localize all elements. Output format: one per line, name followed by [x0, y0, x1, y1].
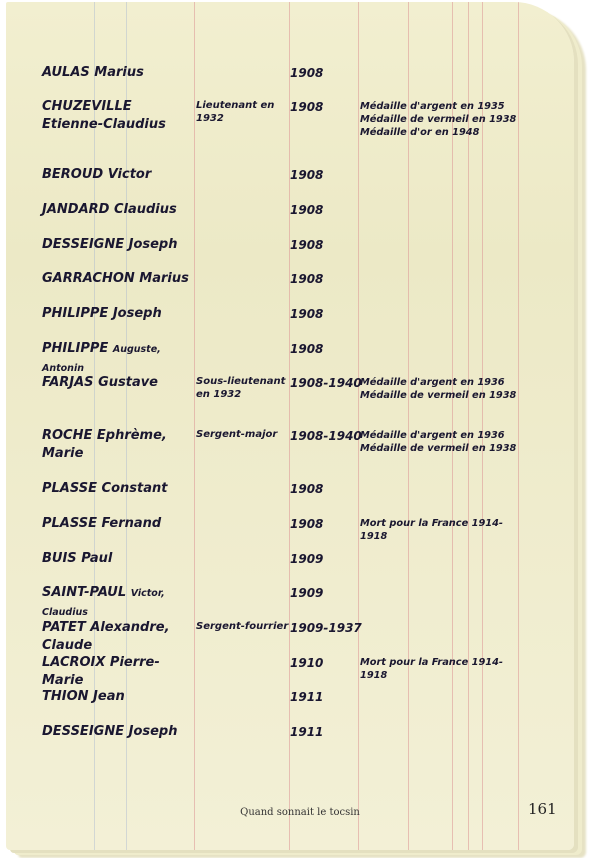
entry-name — [42, 654, 194, 690]
entry-rank: Lieutenant en 1932 — [196, 100, 275, 124]
entry-surname: SAINT-PAUL — [42, 585, 127, 600]
entry-surname: BUIS Paul — [42, 551, 113, 566]
entry-surname: CHUZEVILLE Etienne-Claudius — [42, 99, 166, 132]
entry-year: 1908 — [290, 517, 324, 531]
entry-given-names: Auguste, Antonin — [42, 344, 161, 374]
entry-name — [42, 270, 194, 288]
entry-rank: Sous-lieutenant en 1932 — [196, 376, 286, 400]
entry-name — [42, 236, 194, 254]
entry-year: 1908 — [290, 66, 324, 80]
entry-year: 1908 — [290, 238, 324, 252]
entry-name — [42, 688, 194, 706]
entry-notes — [360, 656, 520, 682]
red-rule-line — [358, 2, 359, 850]
entry-notes — [360, 376, 520, 402]
entry-surname: ROCHE Ephrème, Marie — [42, 428, 167, 461]
entry-surname: BEROUD Victor — [42, 167, 152, 182]
entry-note: Médaille d'argent en 1936 — [360, 430, 505, 441]
entry-year: 1908 — [290, 272, 324, 286]
entry-year: 1908-1940 — [290, 376, 362, 390]
entry-surname: FARJAS Gustave — [42, 375, 159, 390]
entry-note: Médaille d'argent en 1936 — [360, 377, 505, 388]
entry-year: 1908 — [290, 482, 324, 496]
entry-surname: PLASSE Constant — [42, 481, 168, 496]
entry-year: 1908 — [290, 307, 324, 321]
entry-year: 1908 — [290, 100, 324, 114]
entry-notes — [360, 429, 520, 455]
entry-year: 1908 — [290, 342, 324, 356]
entry-note: Médaille de vermeil en 1938 — [360, 443, 517, 454]
entry-notes — [360, 517, 520, 543]
entry-name — [42, 98, 194, 134]
entry-surname: PATET Alexandre, Claude — [42, 620, 170, 653]
entry-surname: PHILIPPE Joseph — [42, 306, 162, 321]
entry-year: 1908 — [290, 168, 324, 182]
entry-notes — [360, 100, 520, 139]
entry-name — [42, 340, 194, 378]
entry-name — [42, 201, 194, 219]
entry-name — [42, 515, 194, 533]
entry-note: Médaille de vermeil en 1938 — [360, 114, 517, 125]
entry-year: 1908 — [290, 203, 324, 217]
entry-surname: AULAS Marius — [42, 65, 144, 80]
entry-surname: PLASSE Fernand — [42, 516, 162, 531]
entry-given-names: Victor, Claudius — [42, 588, 165, 618]
red-rule-line — [194, 2, 195, 850]
entry-year: 1910 — [290, 656, 324, 670]
entry-name — [42, 550, 194, 568]
entry-year: 1911 — [290, 725, 324, 739]
entry-year: 1908-1940 — [290, 429, 362, 443]
entry-name — [42, 305, 194, 323]
entry-rank: Sergent-fourrier — [196, 621, 289, 632]
entry-note: Médaille d'or en 1948 — [360, 127, 480, 138]
entry-surname: JANDARD Claudius — [42, 202, 177, 217]
entry-name — [42, 480, 194, 498]
entry-name — [42, 427, 194, 463]
entry-surname: LACROIX Pierre-Marie — [42, 655, 160, 688]
entry-name — [42, 619, 194, 655]
entry-year: 1909-1937 — [290, 621, 362, 635]
entry-note: Mort pour la France 1914-1918 — [360, 518, 503, 542]
entry-name — [42, 64, 194, 82]
entry-note: Médaille d'argent en 1935 — [360, 101, 505, 112]
entry-year: 1909 — [290, 552, 324, 566]
page-number: 161 — [528, 800, 557, 818]
entry-name — [42, 723, 194, 741]
entry-note: Médaille de vermeil en 1938 — [360, 390, 517, 401]
entry-surname: PHILIPPE — [42, 341, 109, 356]
entry-name — [42, 374, 194, 392]
entry-name — [42, 584, 194, 622]
entry-surname: GARRACHON Marius — [42, 271, 189, 286]
entry-note: Mort pour la France 1914-1918 — [360, 657, 503, 681]
book-title: Quand sonnait le tocsin — [240, 807, 360, 818]
entry-rank: Sergent-major — [196, 429, 278, 440]
entry-year: 1911 — [290, 690, 324, 704]
entry-name — [42, 166, 194, 184]
entry-surname: DESSEIGNE Joseph — [42, 237, 178, 252]
entry-surname: THION Jean — [42, 689, 125, 704]
entry-surname: DESSEIGNE Joseph — [42, 724, 178, 739]
entry-year: 1909 — [290, 586, 324, 600]
